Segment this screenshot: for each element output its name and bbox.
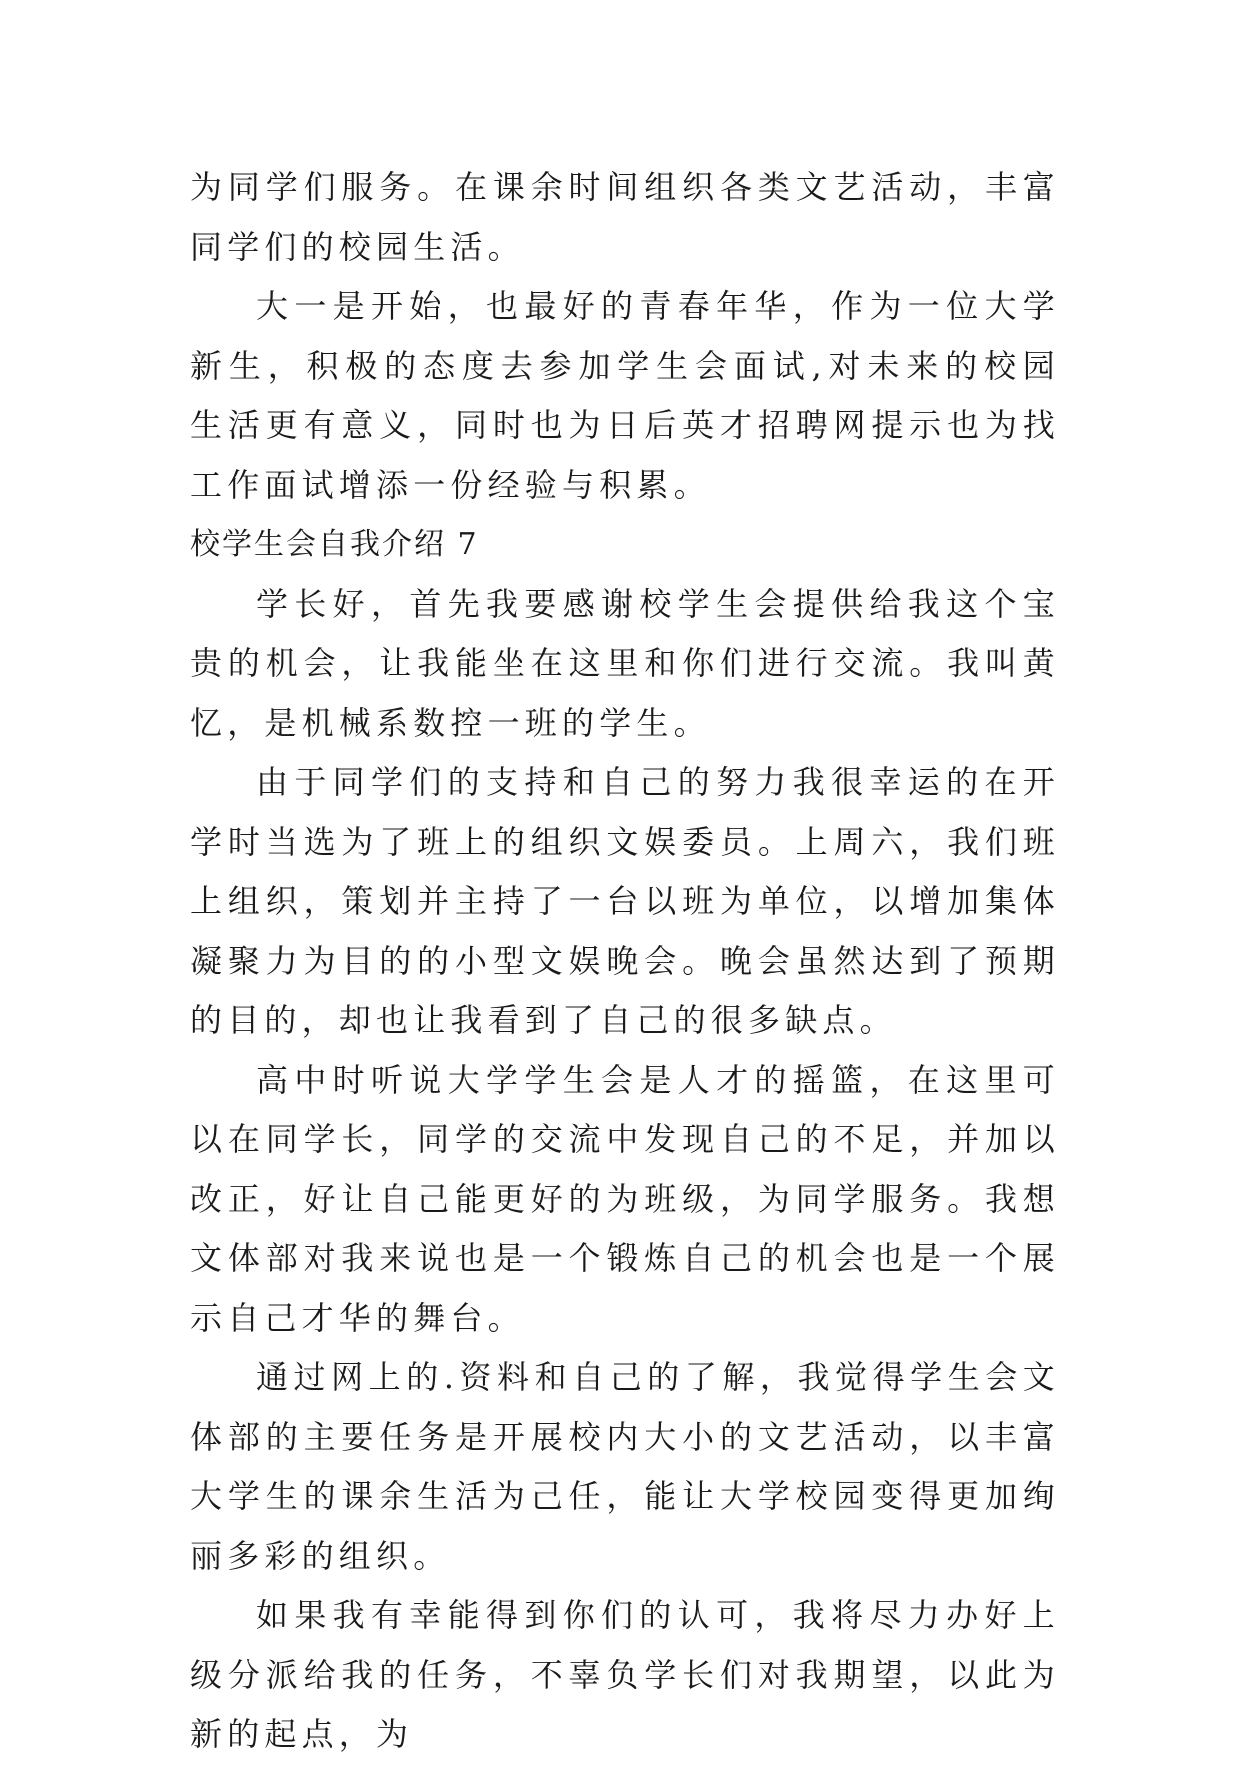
- document-body: [190, 158, 1060, 1765]
- section-heading: 校学生会自我介绍 7: [190, 527, 479, 562]
- paragraph: 由于同学们的支持和自己的努力我很幸运的在开学时当选为了班上的组织文娱委员。上周六，我们班上组织，策划并主持了一台以班为单位，以增加集体凝聚力为目的的小型文娱晚会。晚会虽然达到了预期的目的，却也让我看到了自己的很多缺点。: [190, 763, 1060, 1039]
- paragraph: 高中时听说大学学生会是人才的摇篮，在这里可以在同学长，同学的交流中发现自己的不足，并加以改正，好让自己能更好的为班级，为同学服务。我想文体部对我来说也是一个锻炼自己的机会也是一个展示自己才华的舞台。: [190, 1060, 1060, 1337]
- paragraph: 学长好，首先我要感谢校学生会提供给我这个宝贵的机会，让我能坐在这里和你们进行交流。我叫黄忆，是机械系数控一班的学生。: [190, 584, 1060, 742]
- paragraph: 通过网上的.资料和自己的了解，我觉得学生会文体部的主要任务是开展校内大小的文艺活动，以丰富大学生的课余生活为己任，能让大学校园变得更加绚丽多彩的组织。: [190, 1358, 1060, 1575]
- paragraph: 如果我有幸能得到你们的认可，我将尽力办好上级分派给我的任务，不辜负学长们对我期望，以此为新的起点，为: [190, 1596, 1060, 1753]
- paragraph: 大一是开始，也最好的青春年华，作为一位大学新生，积极的态度去参加学生会面试,对未来的校园生活更有意义，同时也为日后英才招聘网提示也为找工作面试增添一份经验与积累。: [190, 287, 1060, 504]
- paragraph: 为同学们服务。在课余时间组织各类文艺活动，丰富同学们的校园生活。: [190, 168, 1060, 266]
